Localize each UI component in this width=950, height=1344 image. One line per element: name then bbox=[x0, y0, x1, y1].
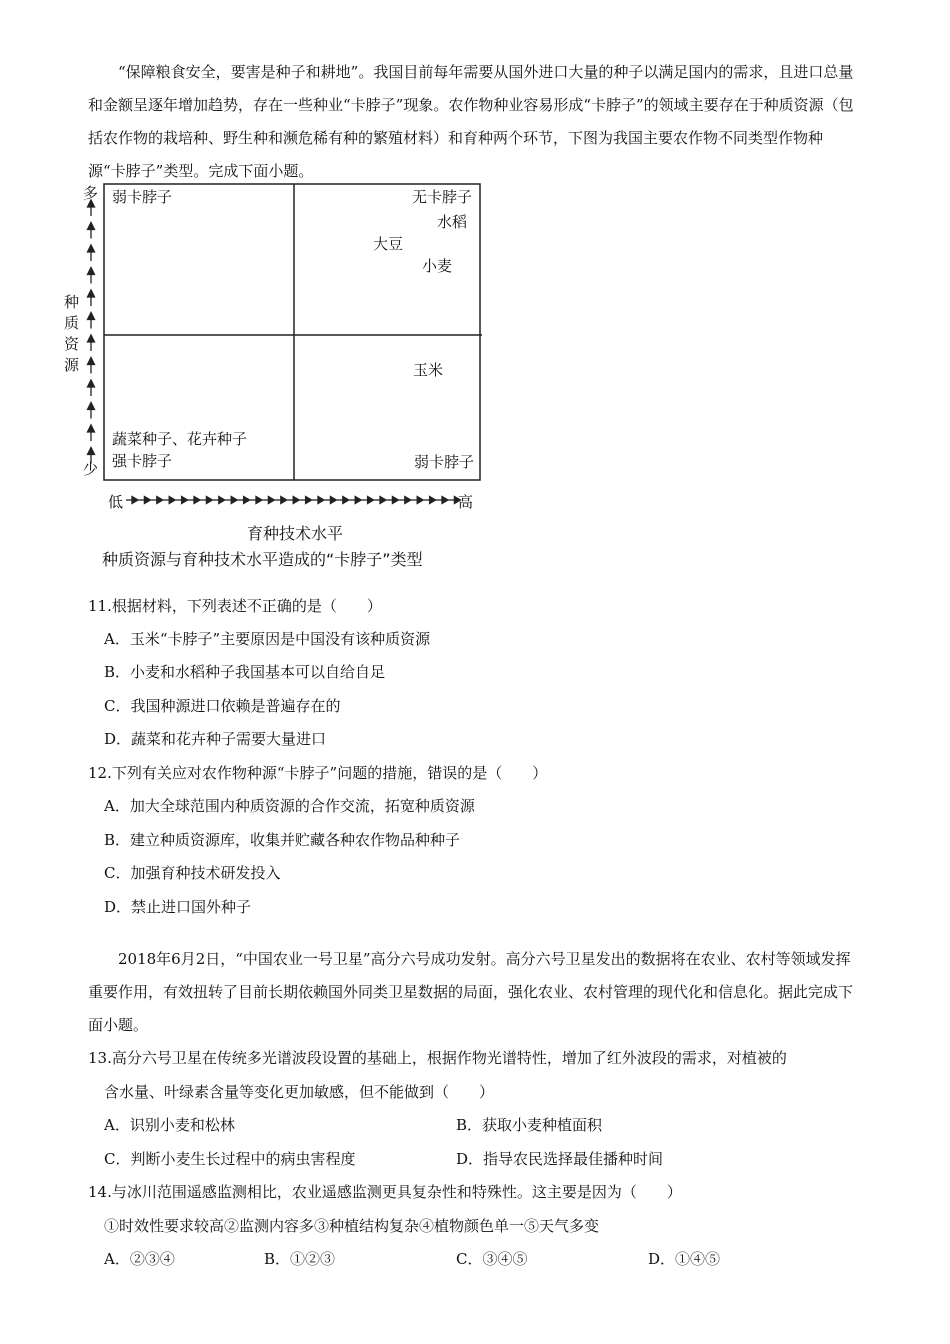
question-14-stem: 14.与冰川范围遥感监测相比，农业遥感监测更具复杂性和特殊性。这主要是因为（ ） bbox=[88, 1183, 682, 1201]
x-arrow-head bbox=[281, 497, 287, 504]
x-axis-arrows bbox=[126, 497, 460, 504]
y-arrow-head bbox=[88, 245, 95, 252]
question-13-option-b: B．获取小麦种植面积 bbox=[456, 1116, 603, 1134]
x-axis-low-label: 低 bbox=[108, 493, 124, 511]
label-weak-bottleneck-bottom: 弱卡脖子 bbox=[414, 453, 475, 471]
y-arrow-head bbox=[88, 448, 95, 455]
label-strong-bottleneck: 强卡脖子 bbox=[112, 452, 173, 470]
question-11-option-d: D．蔬菜和花卉种子需要大量进口 bbox=[104, 730, 327, 748]
label-wheat: 小麦 bbox=[422, 257, 453, 275]
x-arrow-head bbox=[144, 497, 150, 504]
question-12-option-b: B．建立种质资源库，收集并贮藏各种农作物品种种子 bbox=[104, 831, 461, 849]
question-12-option-d: D．禁止进口国外种子 bbox=[104, 898, 252, 916]
label-weak-bottleneck-top: 弱卡脖子 bbox=[112, 188, 173, 206]
passage-satellite bbox=[88, 943, 858, 1042]
question-12-option-c: C．加强育种技术研发投入 bbox=[104, 864, 281, 882]
y-arrow-head bbox=[88, 290, 95, 297]
label-vegetable-flower-seeds: 蔬菜种子、花卉种子 bbox=[112, 430, 248, 448]
x-arrow-head bbox=[268, 497, 274, 504]
x-arrow-head bbox=[132, 497, 138, 504]
label-rice: 水稻 bbox=[437, 213, 468, 231]
x-arrow-head bbox=[392, 497, 398, 504]
x-arrow-head bbox=[293, 497, 299, 504]
y-axis-title-char: 种 bbox=[64, 293, 80, 311]
label-soybean: 大豆 bbox=[373, 235, 404, 253]
diagram-caption: 种质资源与育种技术水平造成的“卡脖子”类型 bbox=[102, 550, 423, 569]
x-arrow-head bbox=[355, 497, 361, 504]
question-14-option-b: B．①②③ bbox=[264, 1250, 336, 1268]
x-arrow-head bbox=[157, 497, 163, 504]
x-arrow-head bbox=[318, 497, 324, 504]
question-11-option-c: C．我国种源进口依赖是普遍存在的 bbox=[104, 697, 341, 715]
question-14-statements: ①时效性要求较高②监测内容多③种植结构复杂④植物颜色单一⑤天气多变 bbox=[104, 1217, 600, 1235]
question-13-option-c: C．判断小麦生长过程中的病虫害程度 bbox=[104, 1150, 356, 1168]
y-axis-title-char: 质 bbox=[64, 314, 80, 332]
x-arrow-head bbox=[244, 497, 250, 504]
question-13-stem-line2: 含水量、叶绿素含量等变化更加敏感，但不能做到（ ） bbox=[104, 1083, 495, 1101]
y-arrow-head bbox=[88, 380, 95, 387]
passage-1-text: “保障粮食安全，要害是种子和耕地”。我国目前每年需要从国外进口大量的种子以满足国内的需求，且进口总量和金额呈逐年增加趋势，存在一些种业“卡脖子”现象。农作物种业容易形成“卡脖子”的领域主要存在于种质资源（包括农作物的栽培种、野生种和濒危稀有种的繁殖材料）和育种两个环节，下图为我国主要农作物不同类型作物种源“卡脖子”类型。完成下面小题。 bbox=[88, 63, 854, 180]
question-14-option-c: C．③④⑤ bbox=[456, 1250, 528, 1268]
question-12-option-a: A．加大全球范围内种质资源的合作交流，拓宽种质资源 bbox=[104, 797, 475, 815]
x-arrow-head bbox=[231, 497, 237, 504]
question-12-stem: 12.下列有关应对农作物种源“卡脖子”问题的措施，错误的是（ ） bbox=[88, 764, 548, 782]
x-arrow-head bbox=[430, 497, 436, 504]
x-axis-title: 育种技术水平 bbox=[247, 524, 344, 543]
x-arrow-head bbox=[306, 497, 312, 504]
question-14-option-d: D．①④⑤ bbox=[648, 1250, 721, 1268]
y-arrow-head bbox=[88, 403, 95, 410]
passage-2-text: 2018年6月2日，“中国农业一号卫星”高分六号成功发射。高分六号卫星发出的数据将在农业、农村等领域发挥重要作用，有效扭转了目前长期依赖国外同类卫星数据的局面，强化农业、农村管理的现代化和信息化。据此完成下面小题。 bbox=[88, 950, 854, 1034]
label-corn: 玉米 bbox=[413, 361, 444, 379]
y-arrow-head bbox=[88, 313, 95, 320]
y-arrow-head bbox=[88, 335, 95, 342]
question-13-option-d: D．指导农民选择最佳播种时间 bbox=[456, 1150, 664, 1168]
passage-seed-security bbox=[88, 56, 858, 188]
x-arrow-head bbox=[330, 497, 336, 504]
question-13-stem-line1: 13.高分六号卫星在传统多光谱波段设置的基础上，根据作物光谱特性，增加了红外波段的需求，对植被的 bbox=[88, 1049, 787, 1067]
x-arrow-head bbox=[368, 497, 374, 504]
x-arrow-head bbox=[343, 497, 349, 504]
x-arrow-head bbox=[380, 497, 386, 504]
x-arrow-head bbox=[405, 497, 411, 504]
x-arrow-head bbox=[417, 497, 423, 504]
x-arrow-head bbox=[182, 497, 188, 504]
x-arrow-head bbox=[169, 497, 175, 504]
x-arrow-head bbox=[219, 497, 225, 504]
question-13-option-a: A．识别小麦和松林 bbox=[104, 1116, 235, 1134]
question-11-stem: 11.根据材料，下列表述不正确的是（ ） bbox=[88, 597, 382, 615]
question-11-option-b: B．小麦和水稻种子我国基本可以自给自足 bbox=[104, 663, 386, 681]
y-axis-arrows bbox=[88, 200, 95, 464]
question-11-option-a: A．玉米“卡脖子”主要原因是中国没有该种质资源 bbox=[104, 630, 431, 648]
y-arrow-head bbox=[88, 268, 95, 275]
y-arrow-head bbox=[88, 425, 95, 432]
y-arrow-head bbox=[88, 223, 95, 230]
x-arrow-head bbox=[442, 497, 448, 504]
y-axis-title-char: 源 bbox=[64, 356, 80, 374]
x-axis-high-label: 高 bbox=[458, 493, 474, 511]
label-no-bottleneck: 无卡脖子 bbox=[412, 188, 473, 206]
seed-bottleneck-diagram bbox=[60, 178, 500, 578]
x-arrow-head bbox=[206, 497, 212, 504]
y-axis-title-char: 资 bbox=[64, 335, 80, 353]
x-arrow-head bbox=[194, 497, 200, 504]
y-axis-bottom-label: 少 bbox=[83, 460, 99, 478]
y-axis-title bbox=[64, 292, 82, 376]
question-14-option-a: A．②③④ bbox=[104, 1250, 175, 1268]
y-axis-top-label: 多 bbox=[83, 184, 99, 202]
y-arrow-head bbox=[88, 358, 95, 365]
x-arrow-head bbox=[256, 497, 262, 504]
